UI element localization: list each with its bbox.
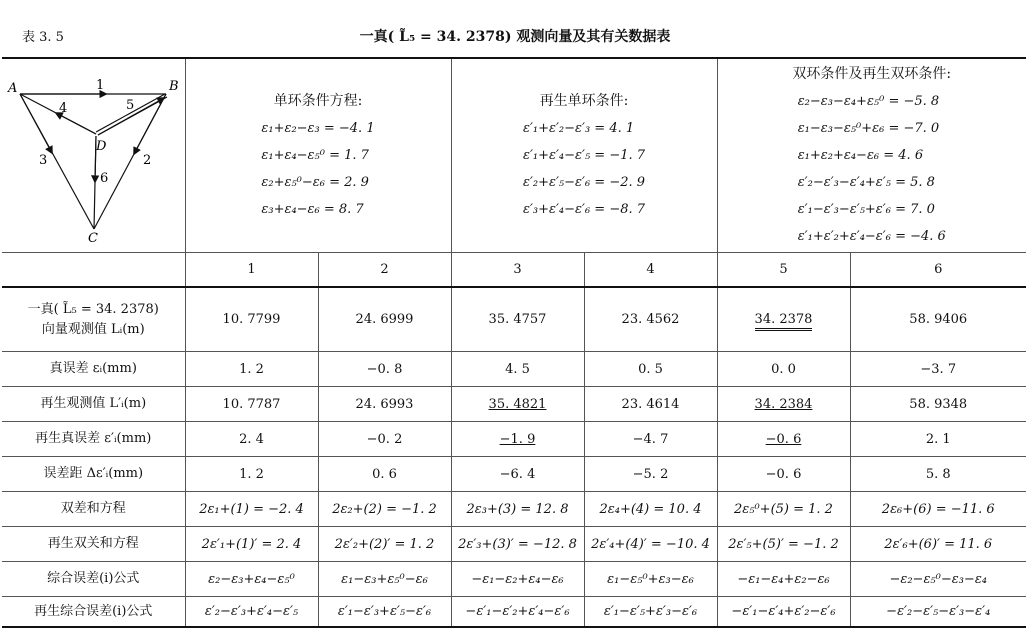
row-label-line: 综合误差(i)公式 bbox=[47, 571, 140, 586]
table-cell bbox=[717, 457, 850, 492]
cell-value: −0. 6 bbox=[765, 431, 802, 447]
cell-value: 0. 5 bbox=[638, 361, 663, 377]
edge-label-5: 5 bbox=[125, 97, 135, 113]
cell-value: 2ε′₁+(1)′ = 2. 4 bbox=[201, 536, 302, 552]
table-cell bbox=[185, 287, 318, 352]
cell-value: −4. 7 bbox=[632, 431, 669, 447]
cell-value: −1. 9 bbox=[499, 431, 536, 447]
column-header: 6 bbox=[850, 253, 1026, 288]
cell-value: 35. 4821 bbox=[488, 396, 547, 412]
row-label bbox=[2, 352, 185, 387]
column-header: 2 bbox=[318, 253, 451, 288]
table-row bbox=[2, 422, 1026, 457]
cell-value: −ε′₂−ε′₅−ε′₃−ε′₄ bbox=[886, 604, 991, 619]
equation: ε₂+ε₅⁰−ε₆ = 2. 9 bbox=[261, 175, 369, 190]
table-row bbox=[2, 527, 1026, 562]
cell-value: 2. 4 bbox=[239, 431, 264, 447]
cell-value: −ε₁−ε₂+ε₄−ε₆ bbox=[471, 571, 564, 587]
cell-value: 0. 6 bbox=[372, 466, 397, 482]
table-row bbox=[2, 457, 1026, 492]
table-cell bbox=[584, 457, 717, 492]
table-cell bbox=[850, 492, 1026, 527]
row-label bbox=[2, 457, 185, 492]
cell-value: 1. 2 bbox=[239, 361, 264, 377]
cell-value: 58. 9348 bbox=[909, 396, 968, 412]
table-cell bbox=[584, 527, 717, 562]
cell-value: 58. 9406 bbox=[909, 312, 968, 327]
edge-label-2: 2 bbox=[142, 152, 152, 168]
network-diagram bbox=[6, 64, 181, 244]
table-cell bbox=[451, 287, 584, 352]
table-cell bbox=[850, 287, 1026, 352]
table-cell bbox=[185, 527, 318, 562]
table-cell bbox=[717, 492, 850, 527]
cell-value: ε′₂−ε′₃+ε′₄−ε′₅ bbox=[204, 604, 299, 619]
cell-value: 2. 1 bbox=[925, 431, 951, 447]
row-label-line: 再生观测值 L′ᵢ(m) bbox=[40, 396, 147, 411]
row-label-line: 误差距 Δε′ᵢ(mm) bbox=[43, 466, 144, 481]
table-row bbox=[2, 352, 1026, 387]
regenerated-loop-conditions bbox=[451, 58, 717, 253]
row-label bbox=[2, 387, 185, 422]
cell-value: 24. 6993 bbox=[355, 396, 414, 412]
table-cell bbox=[318, 457, 451, 492]
table-cell bbox=[185, 457, 318, 492]
table-cell bbox=[717, 597, 850, 628]
cell-value: ε′₁−ε′₅+ε′₃−ε′₆ bbox=[603, 604, 698, 619]
table-cell bbox=[850, 352, 1026, 387]
equation: ε₁+ε₂−ε₃ = −4. 1 bbox=[261, 121, 375, 136]
table-cell bbox=[717, 352, 850, 387]
row-label-line: 再生双关和方程 bbox=[47, 536, 139, 551]
cell-value: −0. 8 bbox=[366, 361, 403, 377]
vertex-label-b: B bbox=[168, 78, 179, 94]
data-table bbox=[2, 57, 1026, 628]
equation: ε′₁+ε′₂+ε′₄−ε′₆ = −4. 6 bbox=[797, 229, 946, 244]
column-header: 3 bbox=[451, 253, 584, 288]
cell-value: ε′₁−ε′₃+ε′₅−ε′₆ bbox=[337, 604, 432, 619]
cell-value: −ε₂−ε₅⁰−ε₃−ε₄ bbox=[889, 571, 988, 587]
table-cell bbox=[850, 597, 1026, 628]
row-label-line: 双差和方程 bbox=[60, 501, 126, 516]
cell-value: 2ε′₃+(3)′ = −12. 8 bbox=[458, 536, 577, 552]
table-cell bbox=[584, 597, 717, 628]
equation: ε′₃+ε′₄−ε′₆ = −8. 7 bbox=[522, 202, 646, 217]
table-cell bbox=[318, 492, 451, 527]
table-cell bbox=[318, 422, 451, 457]
cell-value: −ε′₁−ε′₂+ε′₄−ε′₆ bbox=[465, 604, 570, 619]
cell-value: 24. 6999 bbox=[355, 312, 414, 327]
table-cell bbox=[451, 597, 584, 628]
cell-value: 5. 8 bbox=[925, 466, 951, 482]
table-cell bbox=[584, 492, 717, 527]
vertex-label-a: A bbox=[7, 80, 18, 96]
table-cell bbox=[318, 387, 451, 422]
table-cell bbox=[584, 422, 717, 457]
table-cell bbox=[717, 422, 850, 457]
table-cell bbox=[451, 352, 584, 387]
vertex-label-c: C bbox=[87, 230, 98, 244]
edge-label-3: 3 bbox=[38, 152, 48, 168]
table-cell bbox=[850, 562, 1026, 597]
table-row bbox=[2, 387, 1026, 422]
cell-value: 2ε′₂+(2)′ = 1. 2 bbox=[334, 536, 435, 552]
edge-label-6: 6 bbox=[99, 170, 109, 186]
table-cell bbox=[185, 597, 318, 628]
row-label bbox=[2, 287, 185, 352]
row-label bbox=[2, 422, 185, 457]
equation: ε′₁−ε′₃−ε′₅+ε′₆ = 7. 0 bbox=[797, 202, 935, 217]
table-number: 表 3. 5 bbox=[22, 30, 64, 45]
network-diagram-cell bbox=[2, 58, 185, 253]
table-cell bbox=[850, 422, 1026, 457]
table-row bbox=[2, 597, 1026, 628]
equation: ε₃+ε₄−ε₆ = 8. 7 bbox=[261, 202, 364, 217]
table-cell bbox=[451, 422, 584, 457]
data-rows bbox=[2, 287, 1026, 627]
table-cell bbox=[850, 457, 1026, 492]
table-cell bbox=[318, 527, 451, 562]
table-cell bbox=[185, 352, 318, 387]
cell-value: 2ε₃+(3) = 12. 8 bbox=[466, 501, 569, 517]
equation: ε′₁+ε′₂−ε′₃ = 4. 1 bbox=[522, 121, 635, 136]
cell-value: 34. 2384 bbox=[754, 396, 813, 412]
cell-value: −0. 2 bbox=[366, 431, 403, 447]
vertex-label-d: D bbox=[95, 138, 107, 154]
cell-value: −ε₁−ε₄+ε₂−ε₆ bbox=[737, 571, 830, 587]
cell-value: 2ε₂+(2) = −1. 2 bbox=[332, 501, 437, 517]
column-header: 4 bbox=[584, 253, 717, 288]
cell-value: ε₁−ε₃+ε₅⁰−ε₆ bbox=[341, 571, 428, 587]
edge-label-4: 4 bbox=[58, 100, 68, 116]
cell-value: 34. 2378 bbox=[755, 312, 813, 331]
equation: ε′₁+ε′₄−ε′₅ = −1. 7 bbox=[522, 148, 646, 163]
table-cell bbox=[584, 352, 717, 387]
cell-value: 23. 4614 bbox=[621, 396, 680, 412]
double-loop-title: 双环条件及再生双环条件: bbox=[792, 66, 952, 82]
table-cell bbox=[584, 562, 717, 597]
cell-value: −0. 6 bbox=[765, 466, 802, 482]
cell-value: 1. 2 bbox=[239, 466, 264, 482]
table-cell bbox=[451, 387, 584, 422]
table-cell bbox=[318, 287, 451, 352]
row-label-line: 向量观测值 Lᵢ(m) bbox=[41, 321, 145, 337]
table-row bbox=[2, 287, 1026, 352]
table-cell bbox=[850, 527, 1026, 562]
table-cell bbox=[318, 562, 451, 597]
table-cell bbox=[451, 562, 584, 597]
double-loop-equations bbox=[798, 88, 946, 250]
table-cell bbox=[185, 562, 318, 597]
edge-label-1: 1 bbox=[95, 77, 105, 93]
cell-value: ε₁−ε₅⁰+ε₃−ε₆ bbox=[607, 571, 694, 587]
column-header: 1 bbox=[185, 253, 318, 288]
double-loop-conditions bbox=[717, 58, 1026, 253]
cell-value: ε₂−ε₃+ε₄−ε₅⁰ bbox=[208, 571, 295, 587]
equation: ε₁+ε₄−ε₅⁰ = 1. 7 bbox=[261, 148, 369, 163]
cell-value: 35. 4757 bbox=[488, 312, 547, 327]
row-label bbox=[2, 492, 185, 527]
cell-value: 0. 0 bbox=[771, 361, 796, 377]
table-cell bbox=[451, 527, 584, 562]
table-row bbox=[2, 562, 1026, 597]
table-cell bbox=[185, 492, 318, 527]
row-label-line: 真误差 εᵢ(mm) bbox=[49, 361, 137, 376]
regen-loop-equations bbox=[523, 115, 645, 223]
table-cell bbox=[717, 287, 850, 352]
cell-value: 2ε₄+(4) = 10. 4 bbox=[599, 501, 702, 517]
cell-value: −ε′₁−ε′₄+ε′₂−ε′₆ bbox=[731, 604, 836, 619]
row-label bbox=[2, 527, 185, 562]
table-header bbox=[0, 18, 1030, 44]
table-cell bbox=[451, 492, 584, 527]
table-title: 一真( L̃₅ = 34. 2378) 观测向量及其有关数据表 bbox=[359, 29, 671, 45]
table-cell bbox=[717, 562, 850, 597]
table-cell bbox=[584, 287, 717, 352]
cell-value: 10. 7799 bbox=[222, 312, 281, 327]
cell-value: −5. 2 bbox=[632, 466, 669, 482]
equation: ε′₂+ε′₅−ε′₆ = −2. 9 bbox=[522, 175, 646, 190]
table-cell bbox=[185, 422, 318, 457]
single-loop-conditions bbox=[185, 58, 451, 253]
equation: ε₁+ε₂+ε₄−ε₆ = 4. 6 bbox=[797, 148, 924, 163]
table-cell bbox=[717, 387, 850, 422]
row-label-line: 再生真误差 ε′ᵢ(mm) bbox=[35, 431, 152, 446]
cell-value: −6. 4 bbox=[499, 466, 536, 482]
row-label bbox=[2, 562, 185, 597]
cell-value: 23. 4562 bbox=[621, 312, 680, 327]
cell-value: 2ε′₄+(4)′ = −10. 4 bbox=[591, 536, 710, 552]
table-cell bbox=[451, 457, 584, 492]
cell-value: −3. 7 bbox=[920, 361, 957, 377]
table-cell bbox=[318, 352, 451, 387]
table-cell bbox=[850, 387, 1026, 422]
column-header: 5 bbox=[717, 253, 850, 288]
single-loop-equations bbox=[261, 115, 374, 223]
equation: ε₁−ε₃−ε₅⁰+ε₆ = −7. 0 bbox=[797, 121, 940, 136]
row-label-line: 再生综合误差(i)公式 bbox=[34, 603, 153, 619]
equation: ε′₂−ε′₃−ε′₄+ε′₅ = 5. 8 bbox=[797, 175, 935, 190]
cell-value: 2ε₁+(1) = −2. 4 bbox=[199, 501, 304, 517]
cell-value: 2ε′₆+(6)′ = 11. 6 bbox=[884, 536, 993, 552]
regen-loop-title: 再生单环条件: bbox=[539, 93, 629, 109]
cell-value: 4. 5 bbox=[505, 361, 530, 377]
row-label-line: 一真( L̃₅ = 34. 2378) bbox=[27, 301, 159, 317]
table-row bbox=[2, 492, 1026, 527]
table-cell bbox=[717, 527, 850, 562]
row-label bbox=[2, 597, 185, 628]
equation: ε₂−ε₃−ε₄+ε₅⁰ = −5. 8 bbox=[797, 94, 940, 109]
table-cell bbox=[584, 387, 717, 422]
header-blank bbox=[2, 253, 185, 288]
cell-value: 2ε₆+(6) = −11. 6 bbox=[881, 501, 995, 517]
single-loop-title: 单环条件方程: bbox=[273, 93, 363, 109]
column-header-row bbox=[2, 253, 1026, 288]
cell-value: 2ε₅⁰+(5) = 1. 2 bbox=[734, 501, 833, 517]
cell-value: 10. 7787 bbox=[222, 396, 281, 412]
cell-value: 2ε′₅+(5)′ = −1. 2 bbox=[728, 536, 839, 552]
table-cell bbox=[185, 387, 318, 422]
table-cell bbox=[318, 597, 451, 628]
